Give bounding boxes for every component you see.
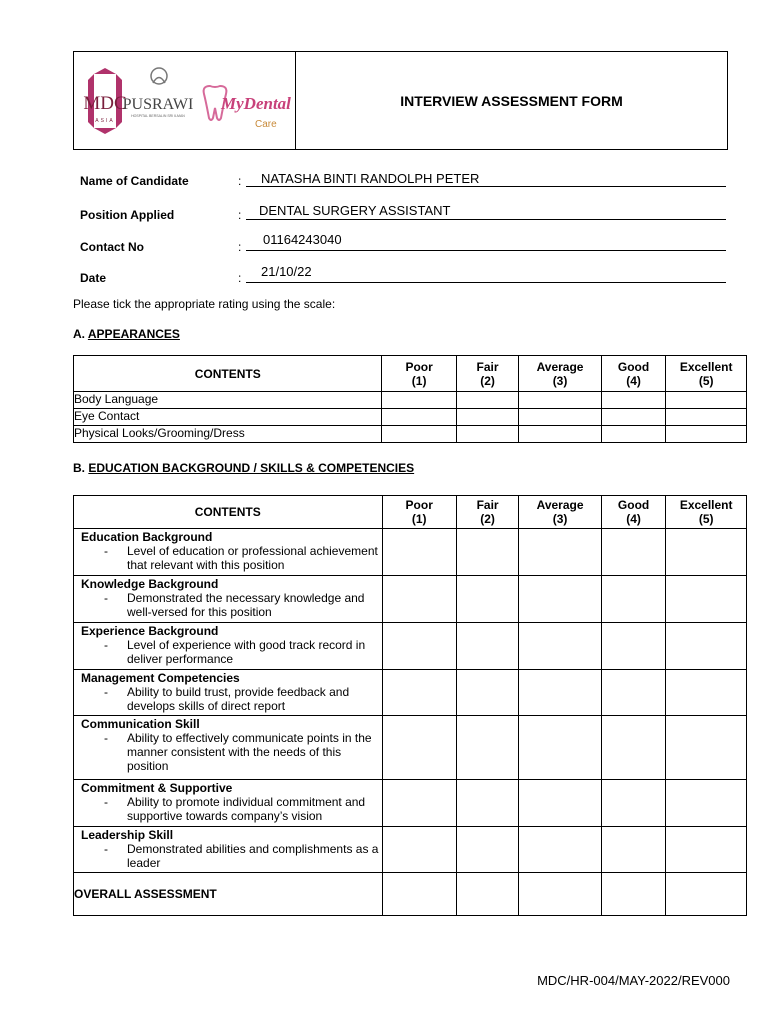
rating-cell-average[interactable]	[519, 409, 602, 426]
good-header: Good (4)	[601, 496, 666, 529]
pusrawi-logo-text: PUSRAWI	[122, 96, 194, 113]
mydental-logo-subtext: Care	[255, 119, 277, 130]
fair-header: Fair (2)	[456, 496, 518, 529]
criterion-title: Communication Skill	[81, 717, 200, 731]
poor-header: Poor (1)	[382, 356, 456, 392]
table-row	[74, 670, 747, 716]
mydental-logo-text: MyDental	[221, 94, 291, 113]
table-row	[74, 623, 747, 670]
table-row	[74, 827, 747, 873]
table-row	[74, 392, 747, 409]
bullet-dash: -	[104, 544, 108, 558]
table-row	[74, 576, 747, 623]
pusrawi-emblem-icon	[151, 68, 167, 84]
rating-cell-good[interactable]	[601, 529, 666, 576]
rating-cell-poor[interactable]	[382, 392, 456, 409]
rating-cell-good[interactable]	[601, 426, 666, 443]
rating-cell-excellent[interactable]	[666, 780, 747, 827]
criterion-cell	[74, 576, 383, 623]
rating-cell-poor[interactable]	[382, 670, 456, 716]
contact-line	[246, 250, 726, 251]
contact-value[interactable]: 01164243040	[263, 232, 342, 247]
appearances-table	[73, 355, 747, 443]
section-b-prefix: B.	[73, 461, 85, 475]
mdc-logo-subtext: ASIA	[95, 118, 115, 124]
rating-cell-fair[interactable]	[456, 409, 518, 426]
rating-cell-poor[interactable]	[382, 426, 456, 443]
name-label: Name of Candidate	[80, 174, 189, 188]
position-value[interactable]: DENTAL SURGERY ASSISTANT	[259, 203, 451, 218]
rating-cell-poor[interactable]	[382, 716, 456, 780]
bullet-dash: -	[104, 591, 108, 605]
rating-cell-fair[interactable]	[456, 670, 518, 716]
rating-cell-average[interactable]	[519, 716, 602, 780]
rating-cell-fair[interactable]	[456, 623, 518, 670]
rating-cell-average[interactable]	[519, 623, 602, 670]
form-title: INTERVIEW ASSESSMENT FORM	[400, 92, 623, 109]
rating-cell-fair[interactable]	[456, 529, 518, 576]
rating-cell-poor[interactable]	[382, 827, 456, 873]
good-header: Good (4)	[601, 356, 666, 392]
section-a-heading: APPEARANCES	[87, 327, 180, 341]
rating-cell-excellent[interactable]	[666, 576, 747, 623]
rating-cell-good[interactable]	[601, 409, 666, 426]
rating-cell-good[interactable]	[601, 873, 666, 916]
name-line	[246, 186, 726, 187]
rating-cell-average[interactable]	[519, 873, 602, 916]
competencies-table	[73, 495, 747, 916]
overall-assessment-label: OVERALL ASSESSMENT	[74, 873, 383, 916]
rating-cell-average[interactable]	[519, 827, 602, 873]
position-colon: :	[238, 208, 242, 222]
section-b-heading: EDUCATION BACKGROUND / SKILLS & COMPETENCIES	[88, 461, 415, 475]
rating-cell-fair[interactable]	[456, 873, 518, 916]
criterion-cell	[74, 780, 383, 827]
criterion-title: Management Competencies	[81, 671, 240, 685]
poor-header: Poor (1)	[382, 496, 456, 529]
criterion-description: Level of education or professional achievement that relevant with this position	[127, 544, 378, 572]
bullet-dash: -	[104, 685, 108, 699]
date-label: Date	[80, 271, 107, 285]
date-line	[246, 282, 726, 283]
rating-cell-poor[interactable]	[382, 873, 456, 916]
section-a-title	[73, 327, 180, 341]
criterion-description: Level of experience with good track record in deliver performance	[127, 638, 366, 666]
position-line	[246, 219, 726, 220]
appearances-header-row	[74, 356, 747, 392]
contact-colon: :	[238, 240, 242, 254]
section-b-title	[73, 461, 414, 475]
rating-cell-good[interactable]	[601, 716, 666, 780]
rating-cell-poor[interactable]	[382, 623, 456, 670]
table-row	[74, 780, 747, 827]
date-value[interactable]: 21/10/22	[261, 264, 312, 279]
rating-cell-average[interactable]	[519, 576, 602, 623]
rating-cell-poor[interactable]	[382, 409, 456, 426]
rating-cell-excellent[interactable]	[666, 623, 747, 670]
table-row	[74, 529, 747, 576]
name-value[interactable]: NATASHA BINTI RANDOLPH PETER	[261, 171, 480, 186]
criterion-label: Body Language	[74, 392, 382, 409]
instruction-text: Please tick the appropriate rating using the scale:	[73, 297, 336, 311]
table-row	[74, 409, 747, 426]
overall-row	[74, 873, 747, 916]
rating-cell-excellent[interactable]	[666, 827, 747, 873]
rating-cell-fair[interactable]	[456, 827, 518, 873]
criterion-description: Ability to promote individual commitment and supportive towards company’s vision	[127, 795, 366, 823]
document-code: MDC/HR-004/MAY-2022/REV000	[537, 973, 730, 988]
table-row	[74, 716, 747, 780]
contents-header: CONTENTS	[74, 356, 382, 392]
rating-cell-poor[interactable]	[382, 529, 456, 576]
criterion-label: Physical Looks/Grooming/Dress	[74, 426, 382, 443]
logo-area	[74, 52, 296, 149]
excellent-header: Excellent (5)	[666, 496, 747, 529]
rating-cell-fair[interactable]	[456, 780, 518, 827]
criterion-cell	[74, 529, 383, 576]
mdc-logo-text: MDC	[83, 93, 127, 114]
criterion-title: Commitment & Supportive	[81, 781, 233, 795]
bullet-dash: -	[104, 795, 108, 809]
criterion-description: Demonstrated abilities and complishments as a leader	[127, 842, 379, 870]
criterion-title: Experience Background	[81, 624, 219, 638]
name-colon: :	[238, 174, 242, 188]
rating-cell-fair[interactable]	[456, 716, 518, 780]
rating-cell-excellent[interactable]	[666, 873, 747, 916]
rating-cell-excellent[interactable]	[666, 670, 747, 716]
excellent-header: Excellent (5)	[666, 356, 747, 392]
criterion-title: Knowledge Background	[81, 577, 219, 591]
rating-cell-excellent[interactable]	[666, 529, 747, 576]
rating-cell-good[interactable]	[601, 576, 666, 623]
contents-header: CONTENTS	[74, 496, 383, 529]
criterion-description: Demonstrated the necessary knowledge and well-versed for this position	[127, 591, 365, 619]
criterion-label: Eye Contact	[74, 409, 382, 426]
criterion-title: Education Background	[81, 530, 213, 544]
rating-cell-fair[interactable]	[456, 392, 518, 409]
rating-cell-excellent[interactable]	[666, 409, 747, 426]
rating-cell-good[interactable]	[601, 670, 666, 716]
rating-cell-good[interactable]	[601, 623, 666, 670]
rating-cell-average[interactable]	[519, 780, 602, 827]
rating-cell-good[interactable]	[601, 780, 666, 827]
rating-cell-excellent[interactable]	[666, 426, 747, 443]
date-colon: :	[238, 271, 242, 285]
criterion-description: Ability to build trust, provide feedback and develops skills of direct report	[127, 685, 350, 713]
criterion-cell	[74, 827, 383, 873]
bullet-dash: -	[104, 638, 108, 652]
contact-label: Contact No	[80, 240, 144, 254]
bullet-dash: -	[104, 842, 108, 856]
criterion-cell	[74, 623, 383, 670]
rating-cell-average[interactable]	[519, 392, 602, 409]
average-header: Average (3)	[519, 356, 602, 392]
rating-cell-fair[interactable]	[456, 576, 518, 623]
rating-cell-average[interactable]	[519, 529, 602, 576]
criterion-cell	[74, 670, 383, 716]
criterion-cell	[74, 716, 383, 780]
table-row	[74, 426, 747, 443]
rating-cell-excellent[interactable]	[666, 716, 747, 780]
rating-cell-excellent[interactable]	[666, 392, 747, 409]
position-label: Position Applied	[80, 208, 175, 222]
average-header: Average (3)	[519, 496, 602, 529]
rating-cell-poor[interactable]	[382, 780, 456, 827]
rating-cell-poor[interactable]	[382, 576, 456, 623]
rating-cell-average[interactable]	[519, 426, 602, 443]
criterion-description: Ability to effectively communicate points in the manner consistent with the needs of this position	[127, 731, 372, 773]
bullet-dash: -	[104, 731, 108, 745]
criterion-title: Leadership Skill	[81, 828, 174, 842]
competencies-header-row	[74, 496, 747, 529]
rating-cell-fair[interactable]	[456, 426, 518, 443]
rating-cell-average[interactable]	[519, 670, 602, 716]
section-a-prefix: A.	[73, 327, 85, 341]
rating-cell-good[interactable]	[601, 827, 666, 873]
company-logos	[74, 52, 295, 151]
pusrawi-logo-subtext: HOSPITAL BERSALIN SRI ILMAN	[131, 114, 185, 118]
form-header	[73, 51, 728, 150]
rating-cell-good[interactable]	[601, 392, 666, 409]
fair-header: Fair (2)	[456, 356, 518, 392]
